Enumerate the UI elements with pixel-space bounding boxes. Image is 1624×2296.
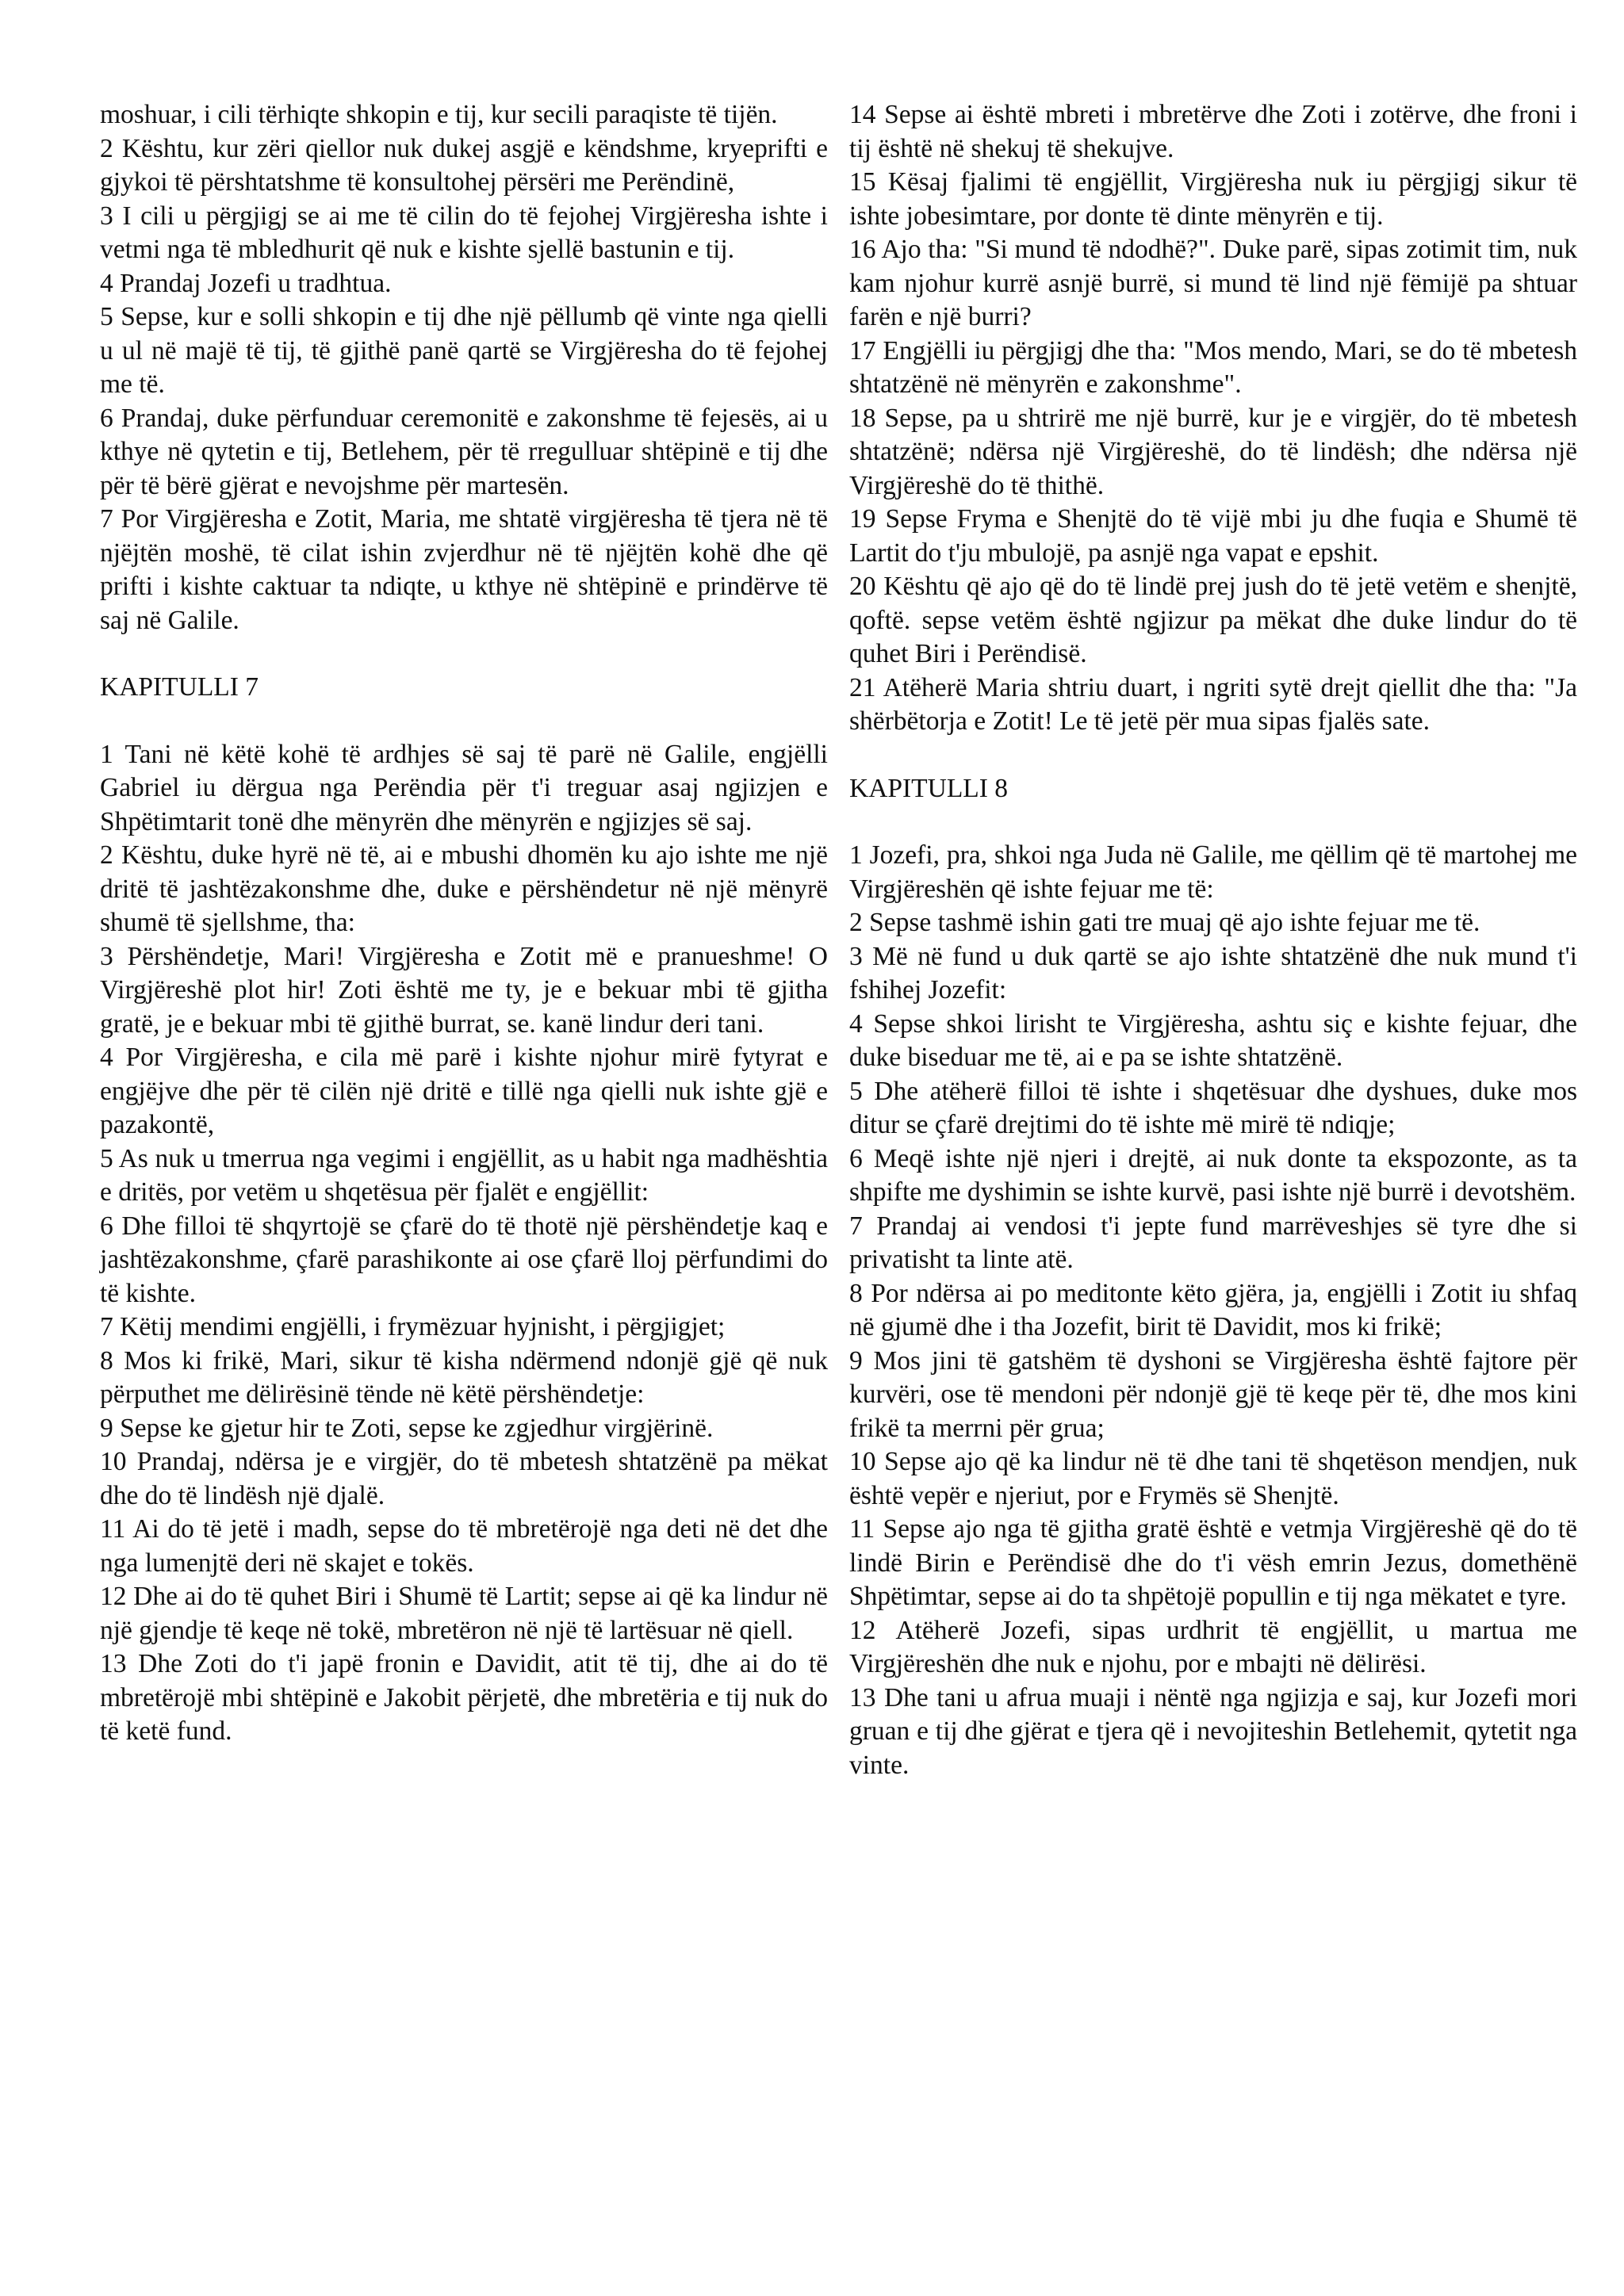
verse-text: 18 Sepse, pa u shtrirë me një burrë, kur je e virgjër, do të mbetesh shtatzënë; ndërsa një Virgjëreshë, do të lindësh; dhe ndërsa një Virgjëreshë do të thithë. (849, 403, 1577, 500)
verse-text: moshuar, i cili tërhiqte shkopin e tij, kur secili paraqiste të tijën. (100, 100, 778, 129)
verse-text: 6 Meqë ishte një njeri i drejtë, ai nuk donte ta ekspozonte, as ta shpifte me dyshimin se ishte kurvë, pasi ishte një burrë i devotshëm. (849, 1143, 1577, 1207)
verse-text: 1 Jozefi, pra, shkoi nga Juda në Galile, me qëllim që të martohej me Virgjëreshën që ishte fejuar me të: (849, 840, 1577, 904)
left-column (100, 98, 828, 1749)
left-block-2 (100, 738, 828, 1749)
right-block-1 (849, 98, 1577, 739)
chapter-heading: KAPITULLI 7 (100, 672, 259, 702)
verse-text: 5 Sepse, kur e solli shkopin e tij dhe një pëllumb që vinte nga qielli u ul në majë të tij, të gjithë panë qartë se Virgjëresha do të fejohej me të. (100, 302, 828, 399)
verse-text: 2 Kështu, duke hyrë në të, ai e mbushi dhomën ku ajo ishte me një dritë të jashtëzakonshme dhe, duke e përshëndetur në një mënyrë shumë të sjellshme, tha: (100, 840, 828, 937)
right-block-2 (849, 839, 1577, 1782)
verse-text: 15 Kësaj fjalimi të engjëllit, Virgjëresha nuk iu përgjigj sikur të ishte jobesimtare, por donte të dinte mënyrën e tij. (849, 167, 1577, 231)
verse-text: 16 Ajo tha: "Si mund të ndodhë?". Duke parë, sipas zotimit tim, nuk kam njohur kurrë asnjë burrë, si mund të lind një fëmijë pa shtuar farën e një burri? (849, 235, 1577, 331)
verse-text: 17 Engjëlli iu përgjigj dhe tha: "Mos mendo, Mari, se do të mbetesh shtatzënë në mënyrën e zakonshme". (849, 335, 1577, 399)
left-block-1 (100, 98, 828, 637)
verse-text: 9 Mos jini të gatshëm të dyshoni se Virgjëresha është fajtore për kurvëri, ose të mendoni për ndonjë gjë të keqe për të, dhe mos kini frikë ta merrni për grua; (849, 1345, 1577, 1443)
verse-text: 12 Atëherë Jozefi, sipas urdhrit të engjëllit, u martua me Virgjëreshën dhe nuk e njohu, por e mbajti në dëlirësi. (849, 1615, 1577, 1678)
verse-text: 3 Më në fund u duk qartë se ajo ishte shtatzënë dhe nuk mund t'i fshihej Jozefit: (849, 941, 1577, 1004)
verse-text: 9 Sepse ke gjetur hir te Zoti, sepse ke zgjedhur virgjërinë. (100, 1413, 714, 1443)
verse-text: 3 I cili u përgjigj se ai me të cilin do të fejohej Virgjëresha ishte i vetmi nga të mbledhurit që nuk e kishte sjellë bastunin e tij. (100, 201, 828, 264)
verse-text: 11 Sepse ajo nga të gjitha gratë është e vetmja Virgjëreshë që do të lindë Birin e Perëndisë dhe do t'i vësh emrin Jezus, domethënë Shpëtimtar, sepse ai do ta shpëtojë popullin e tij nga mëkatet e tyre. (849, 1514, 1577, 1611)
verse-text: 10 Sepse ajo që ka lindur në të dhe tani të shqetëson mendjen, nuk është vepër e njeriut, por e Frymës së Shenjtë. (849, 1447, 1577, 1510)
verse-text: 19 Sepse Fryma e Shenjtë do të vijë mbi ju dhe fuqia e Shumë të Lartit do t'ju mbulojë, pa asnjë nga vapat e epshit. (849, 504, 1577, 568)
verse-text: 7 Por Virgjëresha e Zotit, Maria, me shtatë virgjëresha të tjera në të njëjtën moshë, të cilat ishin zvjerdhur në të njëjtën kohë dhe që prifti i kishte caktuar ta ndiqte, u kthye në shtëpinë e prindërve të saj në Galile. (100, 504, 828, 635)
verse-text: 10 Prandaj, ndërsa je e virgjër, do të mbetesh shtatzënë pa mëkat dhe do të lindësh një djalë. (100, 1447, 828, 1510)
verse-text: 4 Prandaj Jozefi u tradhtua. (100, 268, 392, 298)
verse-text: 7 Këtij mendimi engjëlli, i frymëzuar hyjnisht, i përgjigjet; (100, 1312, 726, 1341)
verse-text: 3 Përshëndetje, Mari! Virgjëresha e Zotit më e pranueshme! O Virgjëreshë plot hir! Zoti është me ty, je e bekuar mbi të gjitha gratë, je e bekuar mbi të gjithë burrat, se. kanë lindur deri tani. (100, 941, 828, 1039)
verse-text: 4 Por Virgjëresha, e cila më parë i kishte njohur mirë fytyrat e engjëjve dhe për të cilën një dritë e tillë nga qielli nuk ishte gjë e pazakontë, (100, 1043, 828, 1139)
verse-text: 21 Atëherë Maria shtriu duart, i ngriti sytë drejt qiellit dhe tha: "Ja shërbëtorja e Zotit! Le të jetë për mua sipas fjalës sate. (849, 672, 1577, 736)
verse-text: 13 Dhe Zoti do t'i japë fronin e Davidit, atit të tij, dhe ai do të mbretërojë mbi shtëpinë e Jakobit përjetë, dhe mbretëria e tij nuk do të ketë fund. (100, 1649, 828, 1746)
chapter-heading: KAPITULLI 8 (849, 773, 1009, 803)
verse-text: 13 Dhe tani u afrua muaji i nëntë nga ngjizja e saj, kur Jozefi mori gruan e tij dhe gjërat e tjera që i nevojiteshin Betlehemit, qytetit nga vinte. (849, 1682, 1577, 1780)
verse-text: 6 Dhe filloi të shqyrtojë se çfarë do të thotë një përshëndetje kaq e jashtëzakonshme, çfarë parashikonte ai ose çfarë lloj përfundimi do të kishte. (100, 1211, 828, 1308)
verse-text: 11 Ai do të jetë i madh, sepse do të mbretërojë nga deti në det dhe nga lumenjtë deri në skajet e tokës. (100, 1514, 828, 1578)
verse-text: 8 Por ndërsa ai po meditonte këto gjëra, ja, engjëlli i Zotit iu shfaq në gjumë dhe i tha Jozefit, birit të Davidit, mos ki frikë; (849, 1278, 1577, 1341)
verse-text: 8 Mos ki frikë, Mari, sikur të kisha ndërmend ndonjë gjë që nuk përputhet me dëlirësinë tënde në këtë përshëndetje: (100, 1345, 828, 1409)
right-column (849, 98, 1577, 1782)
verse-text: 2 Sepse tashmë ishin gati tre muaj që ajo ishte fejuar me të. (849, 908, 1480, 937)
verse-text: 4 Sepse shkoi lirisht te Virgjëresha, ashtu siç e kishte fejuar, dhe duke biseduar me të, ai e pa se ishte shtatzënë. (849, 1008, 1577, 1072)
verse-text: 5 Dhe atëherë filloi të ishte i shqetësuar dhe dyshues, duke mos ditur se çfarë drejtimi do të ishte më mirë të ndiqje; (849, 1076, 1577, 1139)
verse-text: 7 Prandaj ai vendosi t'i jepte fund marrëveshjes së tyre dhe si privatisht ta linte atë. (849, 1211, 1577, 1274)
verse-text: 2 Kështu, kur zëri qiellor nuk dukej asgjë e këndshme, kryeprifti e gjykoi të përshtatshme të konsultohej përsëri me Perëndinë, (100, 133, 828, 197)
verse-text: 20 Kështu që ajo që do të lindë prej jush do të jetë vetëm e shenjtë, qoftë. sepse vetëm është ngjizur pa mëkat dhe duke lindur do të quhet Biri i Perëndisë. (849, 572, 1577, 668)
verse-text: 6 Prandaj, duke përfunduar ceremonitë e zakonshme të fejesës, ai u kthye në qytetin e tij, Betlehem, për të rregulluar shtëpinë e tij dhe për të bërë gjërat e nevojshme për martesën. (100, 403, 828, 500)
verse-text: 5 As nuk u tmerrua nga vegimi i engjëllit, as u habit nga madhështia e dritës, por vetëm u shqetësua për fjalët e engjëllit: (100, 1143, 828, 1207)
verse-text: 12 Dhe ai do të quhet Biri i Shumë të Lartit; sepse ai që ka lindur në një gjendje të keqe në tokë, mbretëron në një të lartësuar në qiell. (100, 1582, 828, 1645)
verse-text: 14 Sepse ai është mbreti i mbretërve dhe Zoti i zotërve, dhe froni i tij është në shekuj të shekujve. (849, 100, 1577, 163)
verse-text: 1 Tani në këtë kohë të ardhjes së saj të parë në Galile, engjëlli Gabriel iu dërgua nga Perëndia për t'i treguar asaj ngjizjen e Shpëtimtarit tonë dhe mënyrën dhe mënyrën e ngjizjes së saj. (100, 739, 828, 836)
